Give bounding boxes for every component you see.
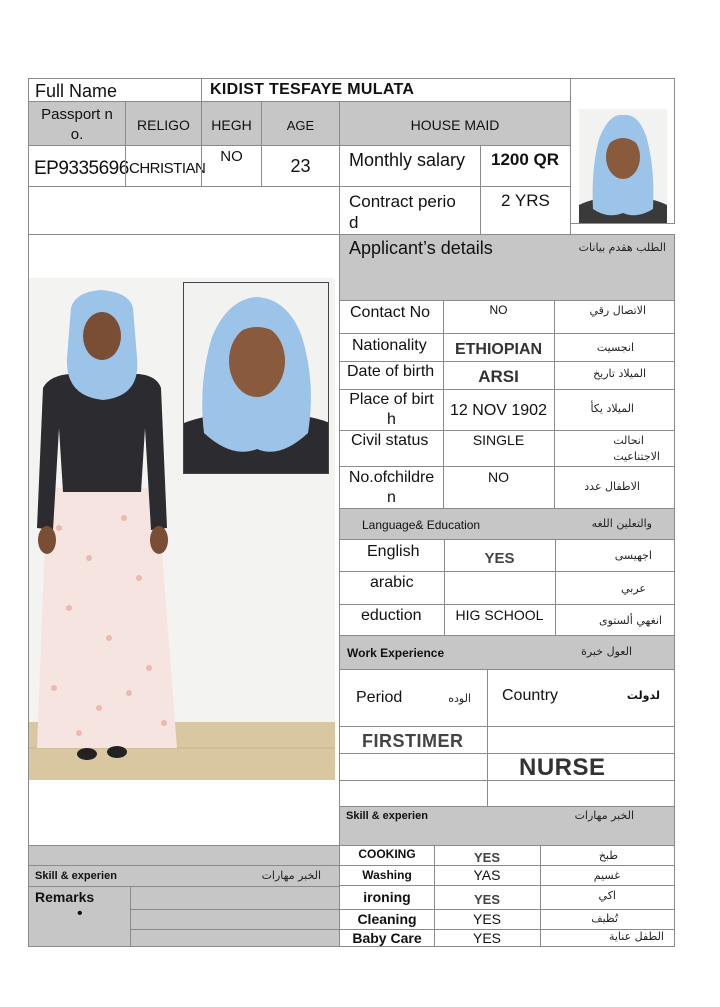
contract-label: Contract perio d bbox=[349, 192, 456, 232]
work-row-3-left bbox=[339, 780, 488, 807]
skill-row-cooking bbox=[339, 845, 675, 866]
divider bbox=[554, 390, 555, 430]
work-row-2-right bbox=[487, 753, 675, 781]
passport-label: Passport n o. bbox=[41, 106, 113, 143]
detail-row-dob bbox=[339, 361, 675, 390]
passport-value-cell bbox=[28, 145, 129, 187]
skill-value: YES bbox=[473, 892, 500, 907]
detail-value: NO bbox=[488, 469, 509, 485]
blank-cell-left bbox=[28, 186, 340, 235]
age-value: 23 bbox=[290, 156, 311, 176]
detail-label: Nationality bbox=[352, 337, 427, 354]
divider bbox=[540, 886, 541, 909]
salary-value: 1200 QR bbox=[491, 150, 560, 169]
salary-value-cell bbox=[480, 145, 571, 187]
left-gray-strip bbox=[28, 845, 340, 866]
work-row-3-right bbox=[487, 780, 675, 807]
divider bbox=[555, 572, 556, 604]
age-label-cell bbox=[261, 101, 340, 146]
language-value: YES bbox=[484, 550, 515, 567]
height-value: NO bbox=[220, 148, 243, 165]
skills-title-ar: الخبر مهارات bbox=[574, 809, 634, 822]
skill-value: YES bbox=[472, 911, 501, 927]
skill-value: YAS bbox=[473, 867, 501, 883]
full-name-label-cell bbox=[28, 78, 202, 102]
work-country-ar: لدولت bbox=[626, 689, 660, 702]
work-country-cell bbox=[487, 669, 675, 727]
left-skill-header bbox=[28, 865, 340, 887]
position-title: HOUSE MAID bbox=[410, 117, 500, 133]
passport-label-cell bbox=[28, 101, 126, 146]
language-row-english bbox=[339, 539, 675, 572]
contract-label-cell bbox=[339, 186, 481, 235]
detail-label: No.ofchildre n bbox=[348, 469, 435, 506]
divider bbox=[555, 540, 556, 571]
language-label: English bbox=[367, 543, 420, 560]
detail-label: Contact No bbox=[350, 304, 431, 321]
skill-row-ironing bbox=[339, 885, 675, 910]
divider bbox=[540, 910, 541, 929]
work-header bbox=[339, 635, 675, 670]
remarks-bullet: • bbox=[77, 905, 83, 922]
salary-label-cell bbox=[339, 145, 481, 187]
language-ar: انغهي ألستوى bbox=[599, 614, 662, 627]
language-value: HIG SCHOOL bbox=[455, 607, 544, 623]
work-country-label: Country bbox=[502, 687, 559, 704]
remarks-row-1 bbox=[130, 886, 340, 910]
details-title-ar: الطلب هقدم بيانات bbox=[578, 241, 666, 254]
height-value-cell bbox=[201, 145, 262, 187]
left-skill-title: Skill & experien bbox=[35, 870, 117, 882]
detail-label: Civil status bbox=[351, 432, 429, 449]
profession-value: NURSE bbox=[519, 754, 606, 781]
skills-title: Skill & experien bbox=[346, 810, 428, 822]
language-label: arabic bbox=[370, 574, 414, 591]
divider bbox=[554, 362, 555, 389]
detail-row-civil-status bbox=[339, 430, 675, 467]
left-skill-title-ar: الخبر مهارات bbox=[261, 869, 321, 882]
remarks-label: Remarks bbox=[35, 889, 95, 905]
skill-label: Cleaning bbox=[357, 911, 417, 927]
header-photo-frame bbox=[570, 78, 675, 224]
detail-label: Place of birt h bbox=[349, 391, 434, 428]
divider bbox=[444, 572, 445, 604]
skill-ar: اكي bbox=[598, 889, 616, 902]
remarks-row-2 bbox=[130, 909, 340, 930]
work-title-ar: العول خبرة bbox=[581, 645, 632, 658]
skill-row-washing bbox=[339, 865, 675, 886]
full-name-label: Full Name bbox=[35, 81, 118, 101]
skill-row-cleaning bbox=[339, 909, 675, 930]
divider bbox=[554, 334, 555, 361]
detail-row-contact bbox=[339, 300, 675, 334]
language-ar: عربي bbox=[621, 582, 646, 595]
detail-value: ARSI bbox=[478, 367, 519, 386]
divider bbox=[555, 605, 556, 635]
skill-row-baby-care bbox=[339, 929, 675, 947]
portrait-photo-large bbox=[183, 282, 329, 474]
work-row-1-left bbox=[339, 726, 488, 754]
language-row-arabic bbox=[339, 571, 675, 605]
first-timer-value: FIRSTIMER bbox=[362, 731, 464, 751]
detail-ar: الميلاد تاريخ bbox=[593, 367, 646, 380]
divider bbox=[554, 301, 555, 333]
language-ar: اجهيسى bbox=[614, 549, 652, 562]
skill-label: ironing bbox=[363, 889, 411, 905]
detail-row-pob bbox=[339, 389, 675, 431]
religion-label-cell bbox=[125, 101, 202, 146]
detail-ar: الميلاد يكأ bbox=[590, 402, 634, 415]
passport-photo-small bbox=[579, 109, 667, 223]
height-label-cell bbox=[201, 101, 262, 146]
skill-ar: تُظيف bbox=[591, 912, 618, 925]
language-title: Language& Education bbox=[362, 518, 481, 532]
detail-ar: انجسيت bbox=[596, 341, 634, 354]
detail-value: ETHIOPIAN bbox=[454, 341, 543, 358]
skill-value: YES bbox=[472, 930, 501, 946]
details-title: Applicant’s details bbox=[349, 238, 493, 258]
contract-value: 2 YRS bbox=[501, 191, 550, 210]
contract-value-cell bbox=[480, 186, 571, 235]
passport-value: EP9335696 bbox=[34, 158, 129, 179]
skills-header bbox=[339, 806, 675, 846]
detail-ar: الاتصال رقي bbox=[589, 304, 646, 317]
language-label: eduction bbox=[361, 607, 422, 624]
salary-label: Monthly salary bbox=[349, 150, 466, 170]
detail-value: NO bbox=[489, 303, 508, 317]
divider bbox=[554, 467, 555, 508]
detail-ar: الاطفال عدد bbox=[584, 480, 640, 493]
work-row-2-left bbox=[339, 753, 488, 781]
skill-label: Washing bbox=[362, 868, 412, 882]
skill-value: YES bbox=[473, 850, 500, 865]
divider bbox=[540, 930, 541, 946]
work-period-ar: الوده bbox=[448, 692, 471, 705]
position-cell bbox=[339, 101, 571, 146]
age-label: AGE bbox=[286, 118, 315, 133]
detail-label: Date of birth bbox=[347, 363, 435, 380]
work-title: Work Experience bbox=[347, 646, 445, 660]
detail-value: SINGLE bbox=[472, 432, 525, 448]
detail-value: 12 NOV 1902 bbox=[450, 402, 547, 419]
work-period-cell bbox=[339, 669, 488, 727]
skill-label: Baby Care bbox=[352, 930, 422, 946]
divider bbox=[540, 846, 541, 865]
religion-label: RELIGO bbox=[137, 117, 190, 133]
skill-label: COOKING bbox=[358, 847, 416, 861]
language-title-ar: والتعلين اللغه bbox=[591, 517, 652, 530]
detail-row-nationality bbox=[339, 333, 675, 362]
remarks-row-3 bbox=[130, 929, 340, 947]
age-value-cell bbox=[261, 145, 340, 187]
divider bbox=[540, 866, 541, 885]
skill-ar: الطفل عناية bbox=[608, 930, 664, 943]
full-name-value: KIDIST TESFAYE MULATA bbox=[210, 81, 415, 98]
work-row-1-right bbox=[487, 726, 675, 754]
details-header bbox=[339, 234, 675, 301]
height-label: HEGH bbox=[211, 117, 252, 133]
divider bbox=[554, 431, 555, 466]
religion-value: CHRISTIAN bbox=[129, 160, 206, 177]
skill-ar: طبخ bbox=[598, 849, 618, 862]
full-name-value-cell bbox=[201, 78, 571, 102]
work-period-label: Period bbox=[356, 689, 403, 706]
language-header bbox=[339, 508, 675, 540]
religion-value-cell bbox=[125, 145, 206, 187]
detail-ar: انحالت الاجتناعيت bbox=[613, 434, 660, 463]
language-row-education bbox=[339, 604, 675, 636]
detail-row-children bbox=[339, 466, 675, 509]
skill-ar: غسيم bbox=[593, 869, 620, 882]
remarks-label-cell bbox=[28, 886, 131, 947]
